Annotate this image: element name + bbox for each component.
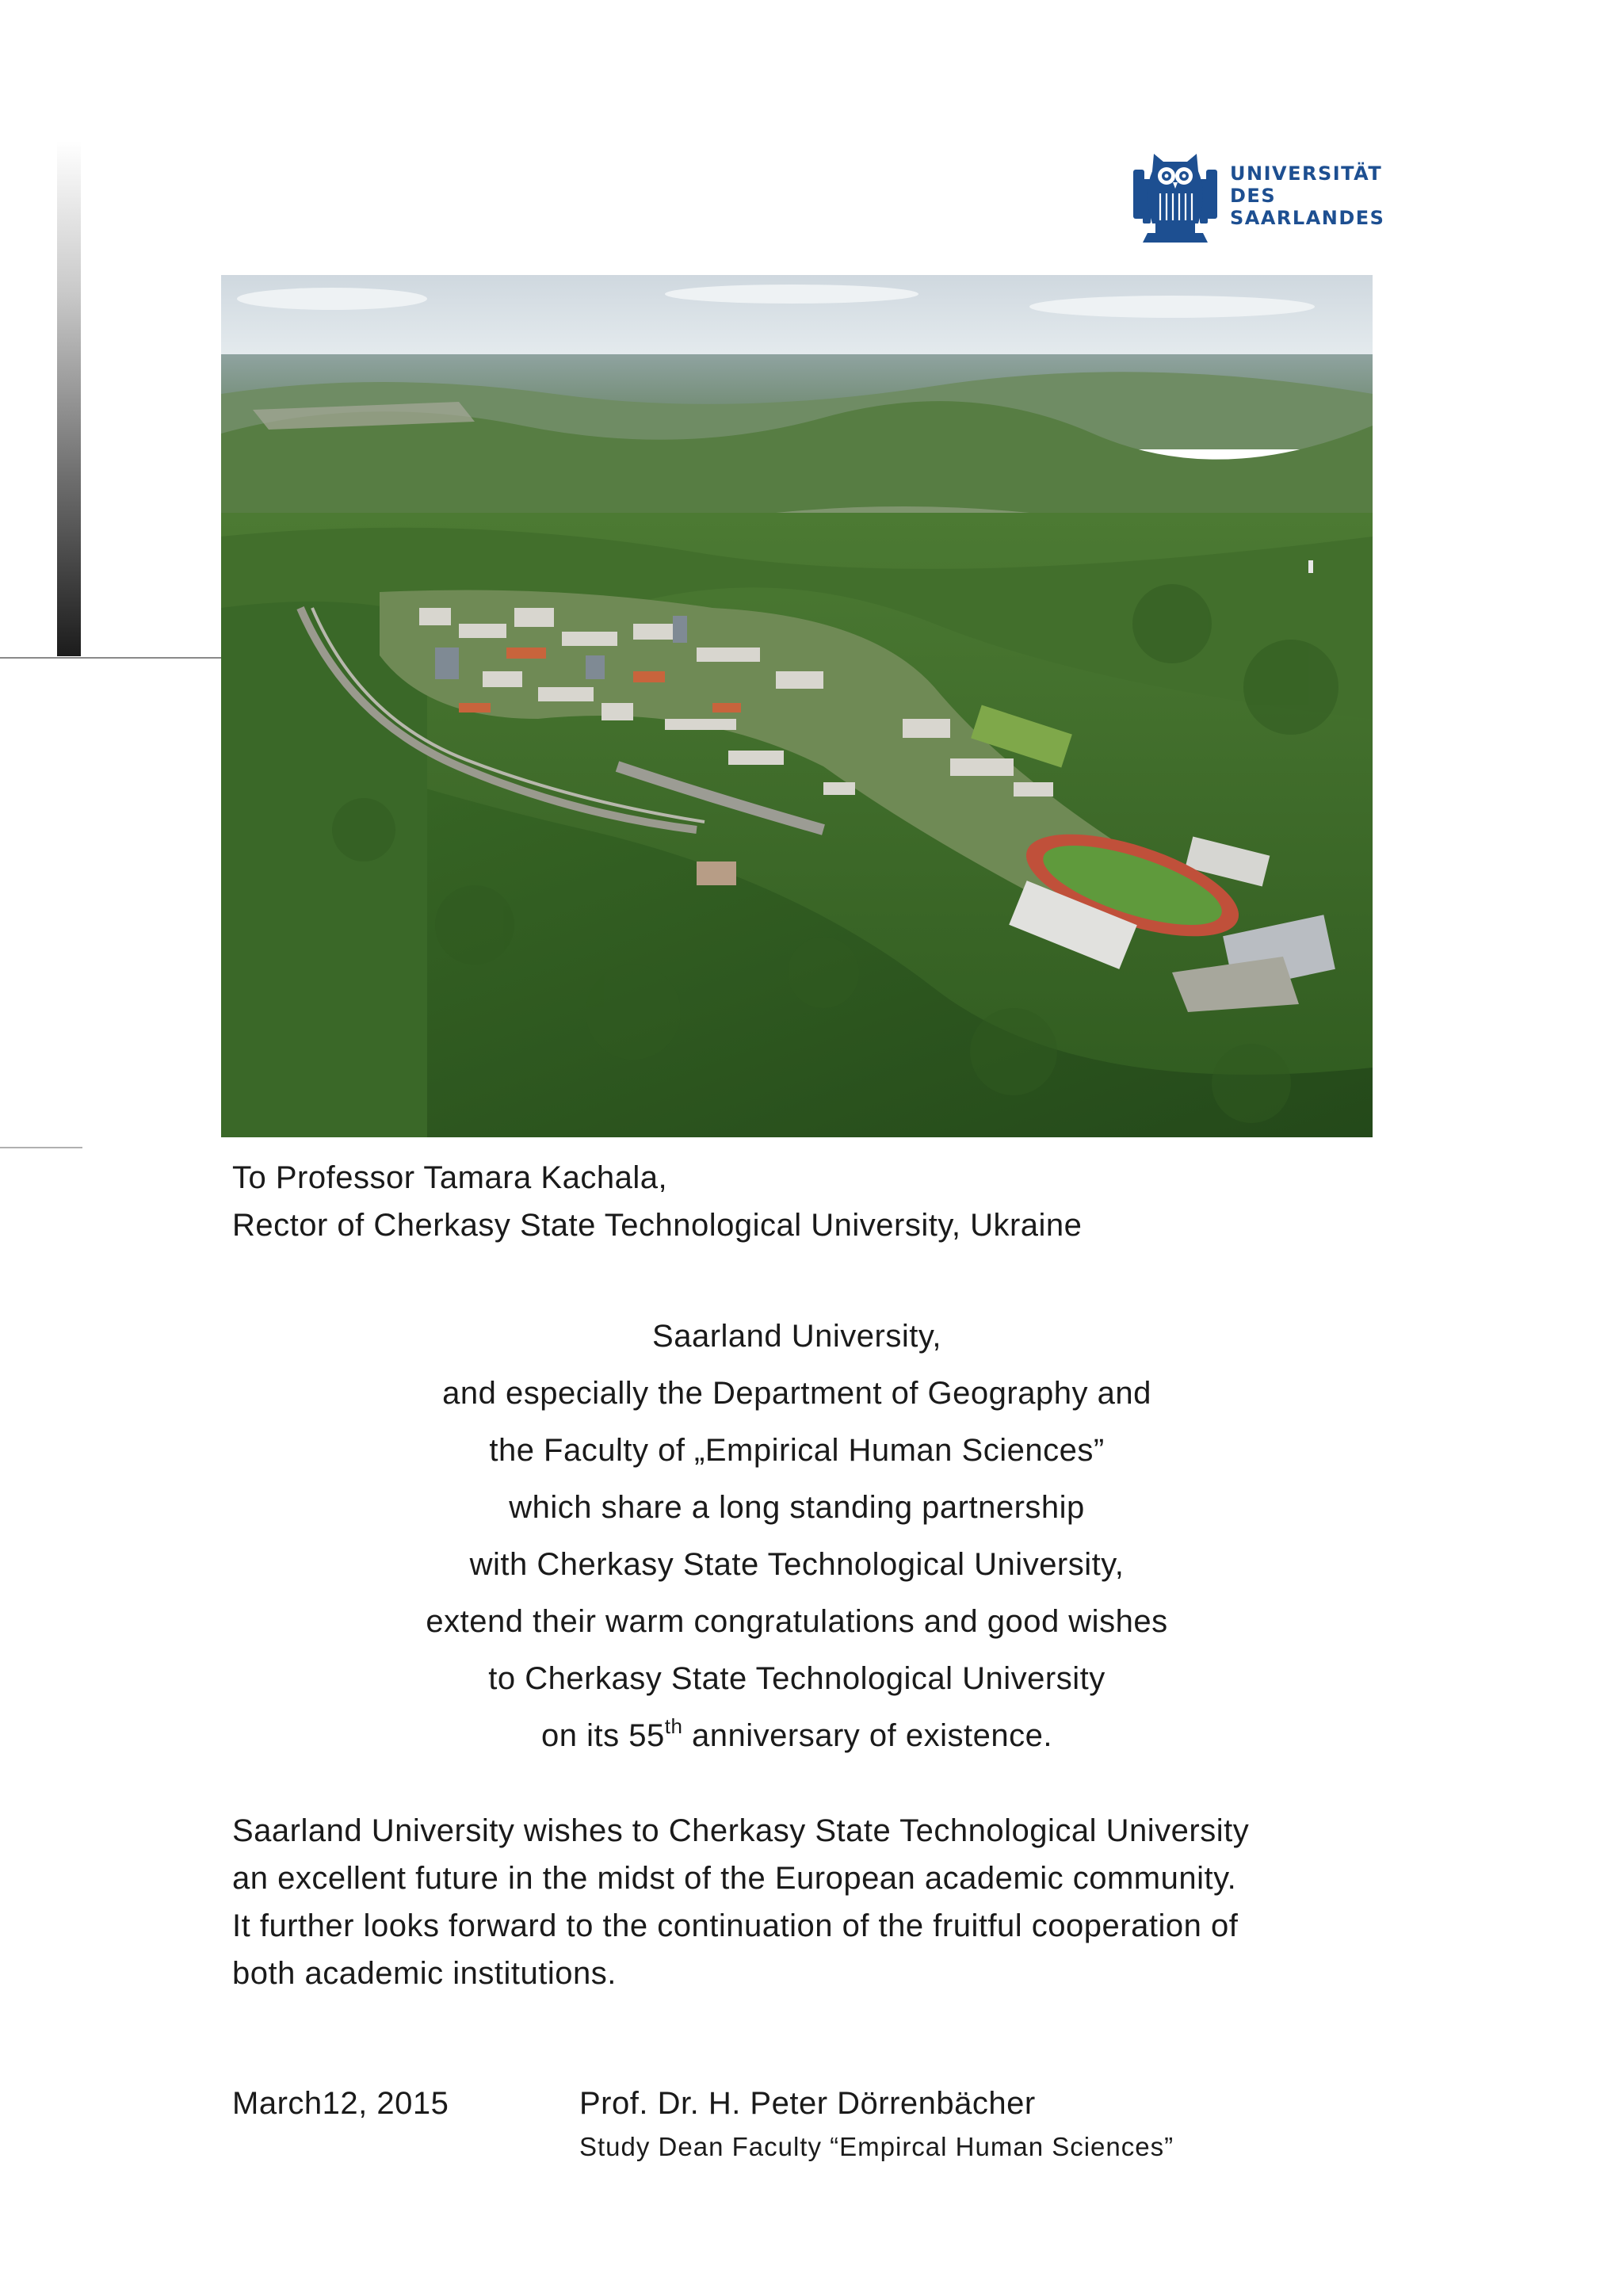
- logo-line: DES: [1230, 185, 1277, 207]
- signer-role: Study Dean Faculty “Empircal Human Sciences”: [579, 2132, 1174, 2161]
- message-text: anniversary of existence.: [682, 1718, 1052, 1753]
- university-name: [1230, 162, 1384, 229]
- message-line: extend their warm congratulations and good wishes: [426, 1604, 1168, 1639]
- ordinal-suffix: th: [664, 1714, 683, 1738]
- owl-seal-icon: [1132, 147, 1219, 244]
- message-line: the Faculty of „Empirical Human Sciences”: [489, 1433, 1105, 1468]
- message-line: Saarland University,: [652, 1319, 941, 1354]
- addressee-block: [232, 1154, 1082, 1249]
- letter-date: March12, 2015: [232, 2086, 449, 2121]
- closing-line: It further looks forward to the continuation of the fruitful cooperation of: [232, 1908, 1239, 1943]
- addressee-line: To Professor Tamara Kachala,: [232, 1160, 668, 1195]
- decorative-rule-short: [0, 1147, 82, 1148]
- congratulation-message: [221, 1308, 1373, 1764]
- message-line: which share a long standing partnership: [509, 1490, 1085, 1525]
- addressee-line: Rector of Cherkasy State Technological University, Ukraine: [232, 1208, 1083, 1243]
- closing-paragraph: [232, 1807, 1249, 1997]
- decorative-gradient-bar: [57, 141, 81, 656]
- logo-line: UNIVERSITÄT: [1230, 162, 1383, 185]
- message-line: and especially the Department of Geography and: [442, 1376, 1151, 1411]
- message-text: on its 55: [541, 1718, 665, 1753]
- logo-line: SAARLANDES: [1230, 207, 1385, 229]
- message-line: [221, 1707, 1373, 1764]
- aerial-campus-photo: [221, 275, 1373, 1137]
- message-line: with Cherkasy State Technological University,: [469, 1547, 1125, 1582]
- decorative-rule: [0, 657, 222, 659]
- closing-line: Saarland University wishes to Cherkasy State Technological University: [232, 1813, 1250, 1848]
- message-line: to Cherkasy State Technological University: [488, 1661, 1106, 1696]
- signer-name: Prof. Dr. H. Peter Dörrenbächer: [579, 2086, 1036, 2121]
- closing-line: both academic institutions.: [232, 1956, 617, 1991]
- closing-line: an excellent future in the midst of the European academic community.: [232, 1861, 1237, 1896]
- university-logo: [1132, 147, 1384, 244]
